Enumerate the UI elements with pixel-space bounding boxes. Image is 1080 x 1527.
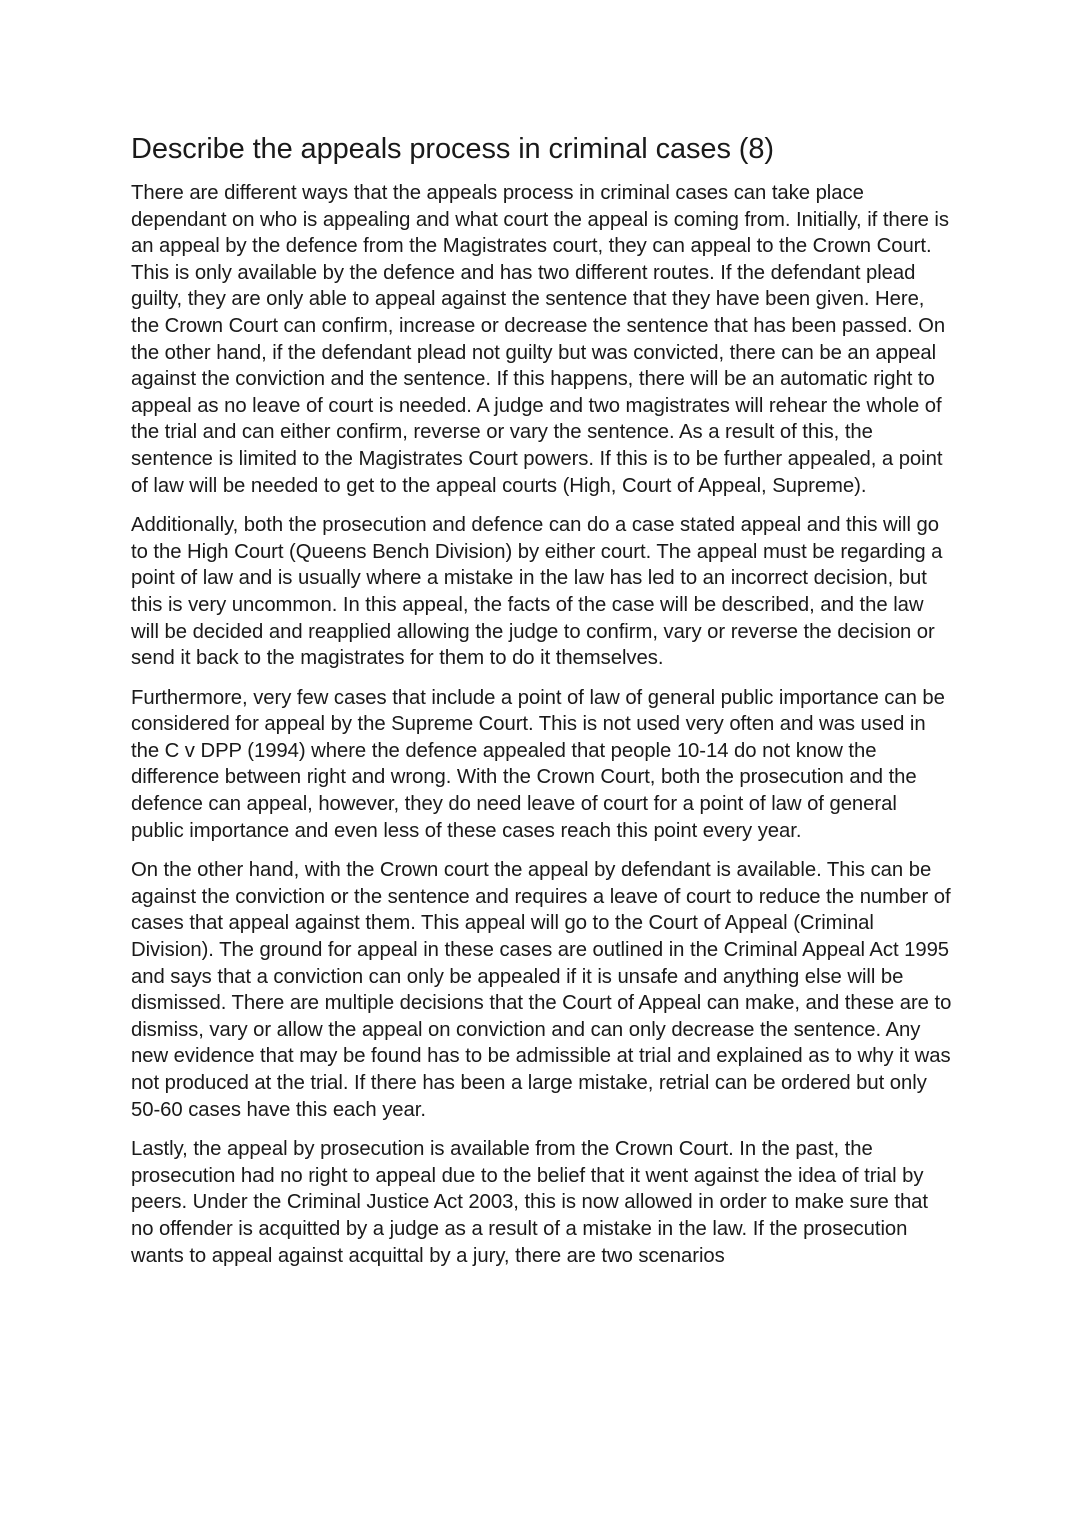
paragraph-2: Additionally, both the prosecution and defence can do a case stated appeal and this will go to the High Court (Queens Bench Division) by either court. The appeal must be regarding a point of law and is usually where a mistake in the law has led to an incorrect decision, but this is very uncommon. In this appeal, the facts of the case will be described, and the law will be decided and reapplied allowing the judge to confirm, vary or reverse the decision or send it back to the magistrates for them to do it themselves.: [131, 514, 943, 670]
document-page: [131, 130, 953, 1282]
paragraph-1: There are different ways that the appeals process in criminal cases can take place dependant on who is appealing and what court the appeal is coming from. Initially, if there is an appeal by the defence from the Magistrates court, they can appeal to the Crown Court. This is only available by the defence and has two different routes. If the defendant plead guilty, they are only able to appeal against the sentence that they have been given. Here, the Crown Court can confirm, increase or decrease the sentence that has been passed. On the other hand, if the defendant plead not guilty but was convicted, there can be an appeal against the conviction and the sentence. If this happens, there will be an automatic right to appeal as no leave of court is needed. A judge and two magistrates will rehear the whole of the trial and can either confirm, reverse or vary the sentence. As a result of this, the sentence is limited to the Magistrates Court powers. If this is to be further appealed, a point of law will be needed to get to the appeal courts (High, Court of Appeal, Supreme).: [131, 182, 949, 497]
paragraph-5: Lastly, the appeal by prosecution is available from the Crown Court. In the past, the prosecution had no right to appeal due to the belief that it went against the idea of trial by peers. Under the Criminal Justice Act 2003, this is now allowed in order to make sure that no offender is acquitted by a judge as a result of a mistake in the law. If the prosecution wants to appeal against acquittal by a jury, there are two scenarios: [131, 1138, 928, 1267]
document-title: Describe the appeals process in criminal cases (8): [131, 133, 774, 165]
paragraph-3: Furthermore, very few cases that include a point of law of general public importance can be considered for appeal by the Supreme Court. This is not used very often and was used in the C v DPP (1994) where the defence appealed that people 10-14 do not know the difference between right and wrong. With the Crown Court, both the prosecution and the defence can appeal, however, they do need leave of court for a point of law of general public importance and even less of these cases reach this point every year.: [131, 686, 945, 842]
paragraph-4: On the other hand, with the Crown court the appeal by defendant is available. This can be against the conviction or the sentence and requires a leave of court to reduce the number of cases that appeal against them. This appeal will go to the Court of Appeal (Criminal Division). The ground for appeal in these cases are outlined in the Criminal Appeal Act 1995 and says that a conviction can only be appealed if it is unsafe and anything else will be dismissed. There are multiple decisions that the Court of Appeal can make, and these are to dismiss, vary or allow the appeal on conviction and can only decrease the sentence. Any new evidence that may be found has to be admissible at trial and explained as to why it was not produced at the trial. If there has been a large mistake, retrial can be ordered but only 50-60 cases have this each year.: [131, 859, 952, 1121]
